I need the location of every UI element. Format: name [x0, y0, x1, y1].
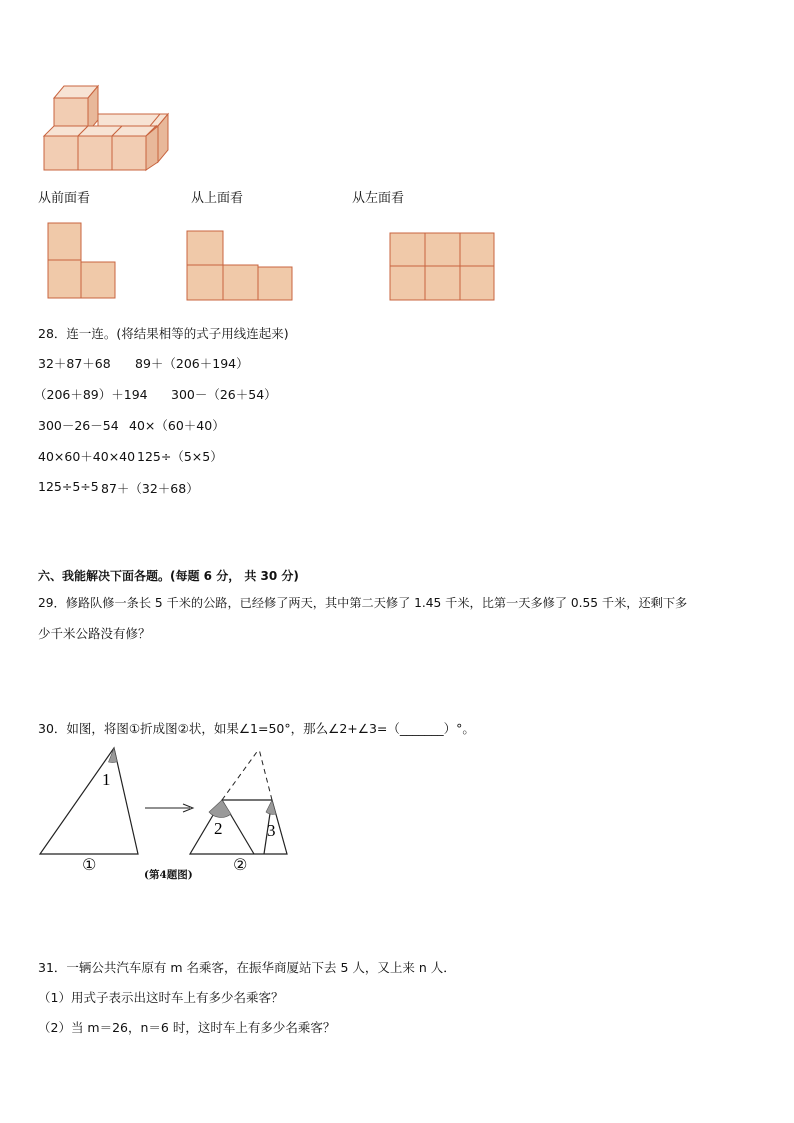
q29-line2: 少千米公路没有修？ [38, 626, 151, 641]
q28-row5-right: 87＋（32＋68） [101, 481, 199, 496]
angle-2-mark [209, 800, 231, 817]
angle-3-label: 3 [267, 821, 276, 840]
top-view-figure [186, 230, 296, 302]
q28-row1-right: 89＋（206＋194） [135, 356, 249, 371]
q28-row2-left: （206＋89）＋194 [34, 387, 148, 402]
dashed-fold-right [259, 749, 272, 800]
q31-sub1: （1）用式子表示出这时车上有多少名乘客？ [38, 990, 284, 1005]
triangle-figure-1 [40, 748, 138, 854]
q31-title: 31．一辆公共汽车原有 m 名乘客，在振华商厦站下去 5 人，又上来 n 人． [38, 960, 456, 975]
q28-title: 28．连一连。(将结果相等的式子用线连起来) [38, 326, 289, 341]
angle-1-label: 1 [102, 770, 111, 789]
fold-diagram [38, 744, 298, 884]
angle-1-mark [109, 748, 118, 763]
q28-row2-right: 300－（26＋54） [171, 387, 277, 402]
cube-stack-figure [40, 80, 175, 175]
figure-caption: (第4题图) [144, 869, 193, 881]
view-label-front: 从前面看 [38, 191, 91, 206]
dashed-fold-left [222, 749, 259, 800]
q29-line1: 29．修路队修一条长 5 千米的公路，已经修了两天，其中第二天修了 1.45 千米，比第一天多修了 0.55 千米，还剩下多 [38, 596, 688, 610]
fig1-label: ① [82, 855, 97, 874]
q28-row5-left: 125÷5÷5 [38, 479, 99, 494]
left-view-figure [389, 232, 497, 302]
q28-row3-right: 40×（60＋40） [129, 418, 225, 433]
q30-text: 30．如图，将图①折成图②状，如果∠1=50°，那么∠2+∠3=（_______）°。 [38, 721, 475, 736]
q28-row1-left: 32＋87＋68 [38, 356, 111, 371]
view-label-left: 从左面看 [352, 191, 405, 206]
q28-row3-left: 300－26－54 [38, 418, 119, 433]
angle-2-label: 2 [214, 819, 223, 838]
section6-title: 六、我能解决下面各题。(每题 6 分， 共 30 分) [38, 569, 299, 583]
q28-row4-right: 125÷（5×5） [137, 449, 223, 464]
q31-sub2: （2）当 m＝26，n＝6 时，这时车上有多少名乘客？ [38, 1020, 336, 1035]
fig2-label: ② [233, 855, 248, 874]
q28-row4-left: 40×60＋40×40 [38, 449, 136, 464]
front-view-figure [47, 222, 119, 300]
view-label-top: 从上面看 [191, 191, 244, 206]
